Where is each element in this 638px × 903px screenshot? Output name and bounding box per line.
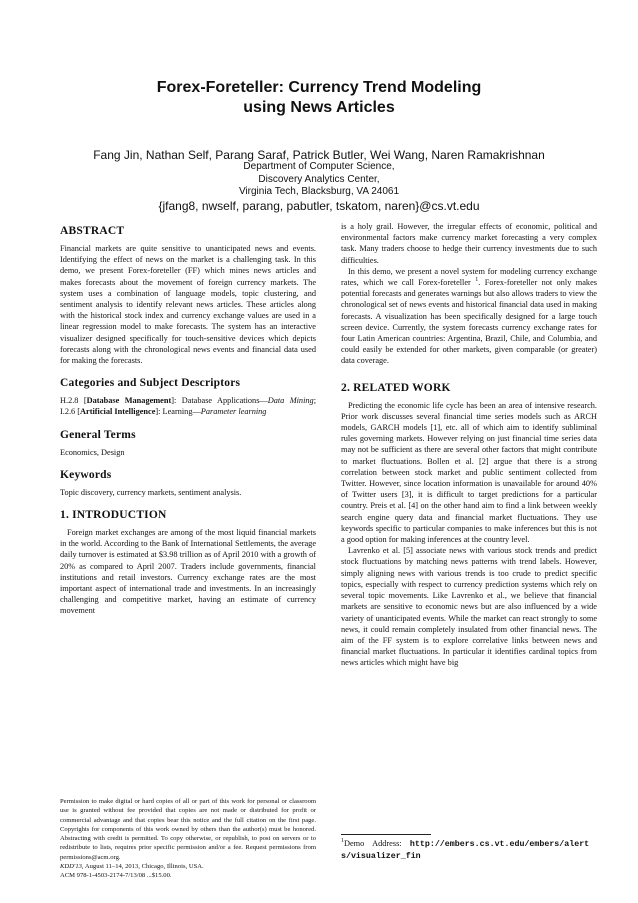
general-terms-heading: General Terms bbox=[60, 428, 136, 441]
footnote bbox=[341, 838, 597, 862]
title-line-1: Forex-Foreteller: Currency Trend Modeling bbox=[156, 79, 482, 96]
footnote-divider bbox=[341, 834, 431, 835]
abstract-text: Financial markets are quite sensitive to unanticipated news and events. Identifying the effect of news on the market is a challenging task. In this demo, we present Forex-foreteller (FF) which mines news articles and makes forecasts about the movement of foreign currency markets. The system uses a combination of language models, topic clustering, and sentiment analysis to identify relevant news articles. These articles along with the historical stock index and currency exchange values are used in a linear regression model to make forecasts. The system has an interactive visualizer designed specifically for touch-sensitive devices which depicts forecasts along with the chronological news events and financial data used for making the forecasts. bbox=[60, 244, 316, 366]
footnote-mark: 1 bbox=[341, 838, 344, 845]
affiliation-line-1: Department of Computer Science, bbox=[243, 161, 395, 172]
introduction-section bbox=[60, 508, 316, 617]
related-work-section bbox=[341, 381, 597, 669]
introduction-paragraph-1-cont: is a holy grail. However, the irregular effects of economic, political and environmental factors make currency market forecasting a very complex task. Many traders choose to hedge their currency investments due to such difficulties. bbox=[341, 222, 597, 265]
category-mid-1: ]: Database Applications— bbox=[171, 396, 268, 406]
keywords-text: Topic discovery, currency markets, sentiment analysis. bbox=[60, 487, 242, 497]
abstract-heading: ABSTRACT bbox=[60, 225, 125, 237]
category-code-1: H.2.8 [ bbox=[60, 396, 87, 406]
categories-heading: Categories and Subject Descriptors bbox=[60, 377, 241, 390]
introduction-paragraph-2 bbox=[341, 266, 597, 367]
intro-p2-after: . Forex-foreteller not only makes potential forecasts and generates warnings but also allows traders to view the chronological set of news events and historical financial data used in making forecasts. A visualization has been specifically designed for a large touch screen device. Currently, the system forecasts currency exchange rates for four Latin American countries: Argentina, Brazil, Chile, and Columbia, and could easily be extended for other markets, given comparable (or greater) data coverage. bbox=[341, 278, 597, 366]
category-bold-2: Artificial Intelligence bbox=[80, 407, 156, 417]
abstract-section bbox=[60, 224, 316, 366]
permission-text: Permission to make digital or hard copies of all or part of this work for personal or classroom use is granted without fee provided that copies are not made or distributed for profit or commercial advantage and that copies bear this notice and the full citation on the first page. Copyrights for components of this work owned by others than the author(s) must be honored. Abstracting with credit is permitted. To copy otherwise, or republish, to post on servers or to redistribute to lists, requires prior specific permission and/or a fee. Request permissions from permissions@acm.org. bbox=[60, 798, 316, 861]
footnote-ref: 1 bbox=[475, 277, 479, 284]
left-column bbox=[60, 224, 316, 627]
affiliation bbox=[0, 161, 638, 199]
right-column bbox=[341, 221, 597, 679]
keywords-heading: Keywords bbox=[60, 468, 112, 481]
footnote-label: Demo Address: bbox=[344, 839, 410, 848]
footnote-url[interactable]: http://embers.cs.vt.edu/embers/alerts/visualizer_fin bbox=[341, 840, 590, 861]
paper-title bbox=[0, 78, 638, 118]
related-work-paragraph-2: Lavrenko et al. [5] associate news with various stock trends and predict stock fluctuations by matching news patterns with trend labels. However, simply aligning news with various trends is too crude to predict specific topics, especially with respect to currency prediction systems which rely on several topic movements. Like Lavrenko et al., we believe that financial markets are sensitive to economic news but are also influenced by a wide variety of unanticipated events. While the market can react strongly to some news, it could remain completely insulated from other financial news. The aim of the FF system is to explore correlative links between news and financial market fluctuations. In particular it identifies cardinal topics from news articles which might have big bbox=[341, 546, 597, 668]
acm-isbn: ACM 978-1-4503-2174-7/13/08 ...$15.00. bbox=[60, 872, 172, 880]
permission-notice bbox=[60, 797, 316, 881]
general-terms-section bbox=[60, 428, 316, 458]
introduction-continued bbox=[341, 221, 597, 367]
venue-name: KDD'13, bbox=[60, 863, 84, 871]
categories-text bbox=[60, 395, 316, 417]
category-mid-2: ; I.2.6 [ bbox=[60, 396, 316, 417]
category-italic-2: Parameter learning bbox=[200, 407, 267, 417]
categories-section bbox=[60, 376, 316, 417]
related-work-heading: 2. RELATED WORK bbox=[341, 381, 451, 394]
introduction-paragraph-1: Foreign market exchanges are among of the most liquid financial markets in the world. According to the Bank of International Settlements, the average daily turnover is estimated at $3.98 trillion as of April 2010 with a growth of 20% as compared to April 2007. Traders include governments, financial institutions and retail investors. Currency exchange rates are the most important aspect of international trade and investments. In an increasingly challenging and competitive market, having an estimate of currency movement bbox=[60, 528, 316, 616]
keywords-section bbox=[60, 468, 316, 498]
general-terms-text: Economics, Design bbox=[60, 447, 125, 457]
author-list: Fang Jin, Nathan Self, Parang Saraf, Patrick Butler, Wei Wang, Naren Ramakrishnan bbox=[93, 148, 545, 162]
category-italic-1: Data Mining bbox=[267, 396, 314, 406]
affiliation-line-3: Virginia Tech, Blacksburg, VA 24061 bbox=[238, 186, 400, 197]
intro-p2-before: In this demo, we present a novel system for modeling currency exchange rates, which we call Forex-foreteller bbox=[341, 266, 597, 288]
title-line-2: using News Articles bbox=[243, 99, 395, 116]
venue-details: August 11–14, 2013, Chicago, Illinois, USA. bbox=[83, 863, 204, 871]
related-work-paragraph-1: Predicting the economic life cycle has been an area of intensive research. Prior work discusses several financial time series models such as ARCH models, GARCH models [1], etc. all of which aim to identify subliminal rules governing markets. However relying on just financial time series data may not be sufficient as there are several other factors that might contribute to market fluctuations. Bollen et al. [2] argue that there is a strong correlation between stock market and public sentiment collected from Twitter. However, since location information is unavailable for around 40% of Twitter users [3], it is difficult to target predictions for a particular country. Preis et al. [4] on the other hand aim to find a link between weekly search engine query data and financial market fluctuations. They use keywords specific to particular companies to make inferences but this is not a good option for making inferences at the country level. bbox=[341, 400, 597, 545]
affiliation-line-2: Discovery Analytics Center, bbox=[258, 173, 380, 185]
author-emails: {jfang8, nwself, parang, pabutler, tskatom, naren}@cs.vt.edu bbox=[158, 199, 480, 213]
category-bold-1: Database Management bbox=[86, 396, 172, 406]
category-mid-3: ]: Learning— bbox=[155, 407, 201, 417]
introduction-heading: 1. INTRODUCTION bbox=[60, 509, 167, 522]
